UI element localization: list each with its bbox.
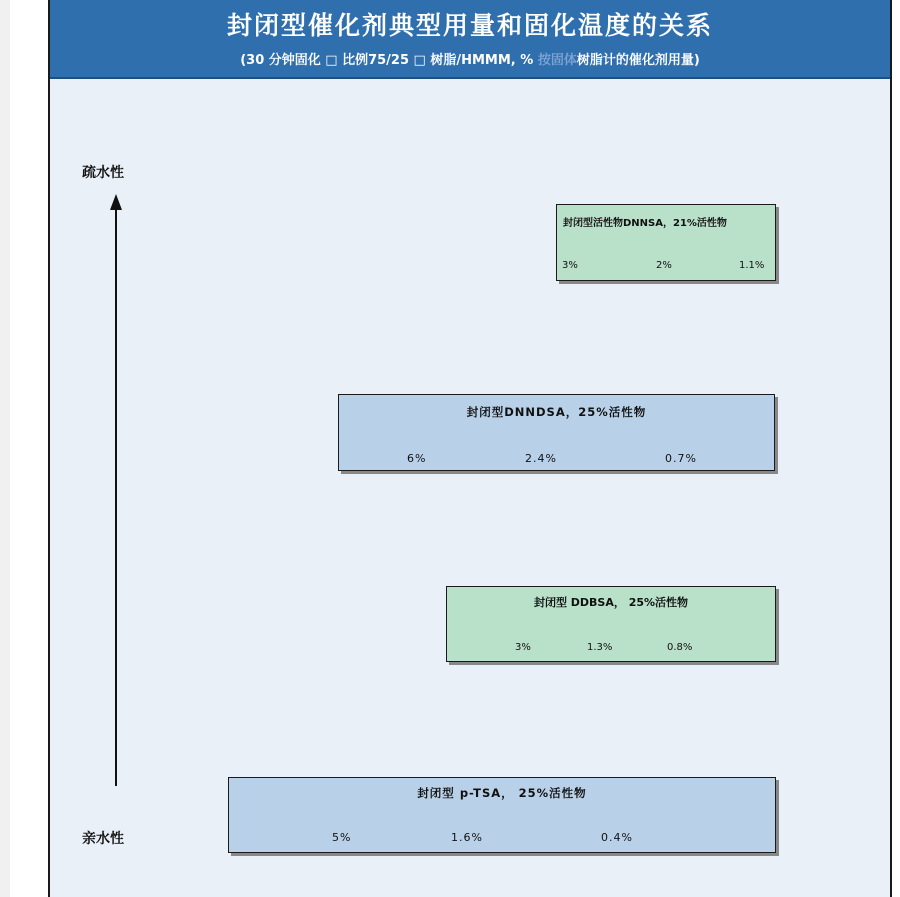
catalyst-value: 2% xyxy=(656,260,672,271)
catalyst-value: 0.8% xyxy=(667,642,693,653)
catalyst-name: 封闭型 p-TSA， 25%活性物 xyxy=(417,786,587,800)
diagram-subtitle xyxy=(50,49,890,68)
subtitle-main: (30 分钟固化 □ 比例75/25 □ 树脂/HMMM, % xyxy=(240,53,538,68)
catalyst-box-dnnsa xyxy=(556,204,776,281)
catalyst-value: 5% xyxy=(332,831,352,844)
catalyst-value: 0.4% xyxy=(601,831,633,844)
catalyst-box-dnndsa xyxy=(338,394,775,471)
catalyst-value: 3% xyxy=(515,642,531,653)
catalyst-value: 0.7% xyxy=(665,452,697,465)
catalyst-value: 6% xyxy=(407,452,427,465)
catalyst-name: 封闭型活性物DNNSA，21%活性物 xyxy=(563,218,727,229)
subtitle-highlight: 按固体 xyxy=(537,53,577,68)
catalyst-value: 3% xyxy=(562,260,578,271)
catalyst-box-ddbsa xyxy=(446,586,776,662)
subtitle-end: 树脂计的催化剂用量) xyxy=(576,53,700,68)
catalyst-value: 1.6% xyxy=(451,831,483,844)
catalyst-name: 封闭型DNNDSA，25%活性物 xyxy=(466,405,647,419)
catalyst-value: 2.4% xyxy=(525,452,557,465)
diagram-title: 封闭型催化剂典型用量和固化温度的关系 xyxy=(226,11,713,40)
catalyst-name: 封闭型 DDBSA， 25%活性物 xyxy=(533,596,689,609)
catalyst-value: 1.3% xyxy=(587,642,613,653)
axis-arrow-shaft xyxy=(115,208,117,786)
hydrophobic-label: 疏水性 xyxy=(82,165,124,181)
header-banner xyxy=(50,0,890,79)
catalyst-box-ptsa xyxy=(228,777,776,853)
catalyst-value: 1.1% xyxy=(739,260,765,271)
hydrophilic-label: 亲水性 xyxy=(82,831,124,847)
left-margin-strip xyxy=(0,0,10,897)
